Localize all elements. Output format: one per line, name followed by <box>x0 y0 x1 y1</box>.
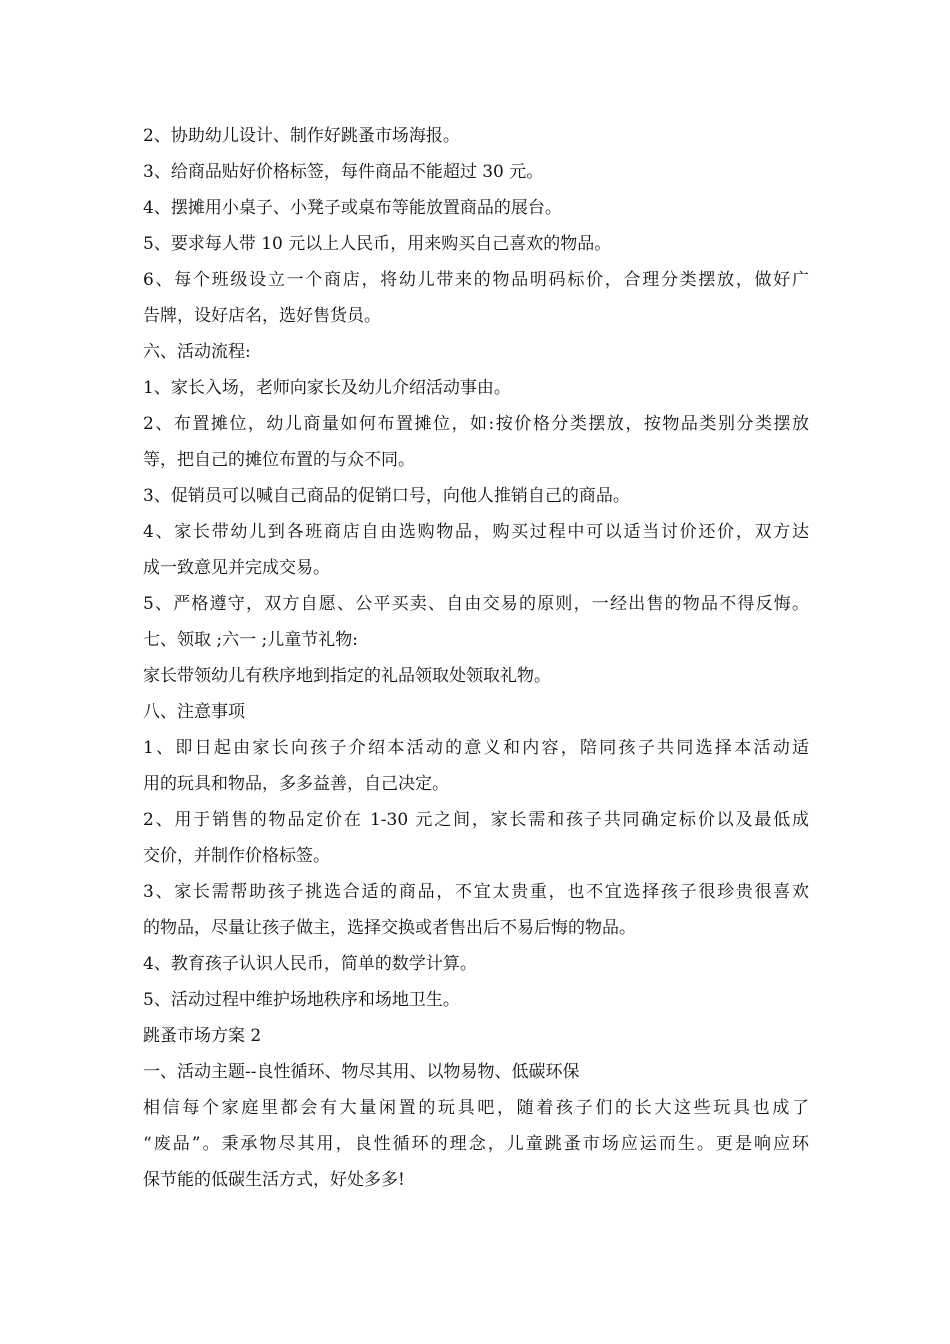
text-line: 相信每个家庭里都会有大量闲置的玩具吧，随着孩子们的长大这些玩具也成了 <box>143 1098 809 1118</box>
text-line: 家长带领幼儿有秩序地到指定的礼品领取处领取礼物。 <box>143 666 551 686</box>
document-title: 跳蚤市场方案 2 <box>143 1026 262 1046</box>
text-line: 等，把自己的摊位布置的与众不同。 <box>143 450 415 470</box>
text-line: 保节能的低碳生活方式，好处多多! <box>143 1170 405 1190</box>
text-line: 1、即日起由家长向孩子介绍本活动的意义和内容，陪同孩子共同选择本活动适 <box>143 738 809 758</box>
document-page <box>143 118 809 1198</box>
text-line: 2、协助幼儿设计、制作好跳蚤市场海报。 <box>143 126 460 146</box>
text-line: 4、教育孩子认识人民币，简单的数学计算。 <box>143 954 477 974</box>
text-line: 6、每个班级设立一个商店，将幼儿带来的物品明码标价，合理分类摆放，做好广 <box>143 270 809 290</box>
text-line: 2、布置摊位，幼儿商量如何布置摊位，如:按价格分类摆放，按物品类别分类摆放 <box>143 414 809 434</box>
text-line: 4、家长带幼儿到各班商店自由选购物品，购买过程中可以适当讨价还价，双方达 <box>143 522 809 542</box>
section-heading: 八、注意事项 <box>143 702 245 722</box>
text-line: 告牌，设好店名，选好售货员。 <box>143 306 381 326</box>
text-line: 的物品，尽量让孩子做主，选择交换或者售出后不易后悔的物品。 <box>143 918 636 938</box>
text-line: 1、家长入场，老师向家长及幼儿介绍活动事由。 <box>143 378 511 398</box>
text-line: 用的玩具和物品，多多益善，自己决定。 <box>143 774 449 794</box>
text-line: 成一致意见并完成交易。 <box>143 558 330 578</box>
text-line: 3、家长需帮助孩子挑选合适的商品，不宜太贵重，也不宜选择孩子很珍贵很喜欢 <box>143 882 809 902</box>
text-line: 5、严格遵守，双方自愿、公平买卖、自由交易的原则，一经出售的物品不得反悔。 <box>143 594 809 614</box>
section-heading: 一、活动主题--良性循环、物尽其用、以物易物、低碳环保 <box>143 1062 580 1082</box>
text-line: 交价，并制作价格标签。 <box>143 846 330 866</box>
text-line: 5、要求每人带 10 元以上人民币，用来购买自己喜欢的物品。 <box>143 234 612 254</box>
section-heading: 六、活动流程: <box>143 342 251 362</box>
text-line: 3、促销员可以喊自己商品的促销口号，向他人推销自己的商品。 <box>143 486 630 506</box>
text-line: “废品”。秉承物尽其用，良性循环的理念，儿童跳蚤市场应运而生。更是响应环 <box>143 1134 809 1154</box>
text-line: 5、活动过程中维护场地秩序和场地卫生。 <box>143 990 460 1010</box>
text-line: 4、摆摊用小桌子、小凳子或桌布等能放置商品的展台。 <box>143 198 562 218</box>
text-line: 2、用于销售的物品定价在 1-30 元之间，家长需和孩子共同确定标价以及最低成 <box>143 810 809 830</box>
text-line: 3、给商品贴好价格标签，每件商品不能超过 30 元。 <box>143 162 544 182</box>
section-heading: 七、领取 ;六一 ;儿童节礼物: <box>143 630 358 650</box>
